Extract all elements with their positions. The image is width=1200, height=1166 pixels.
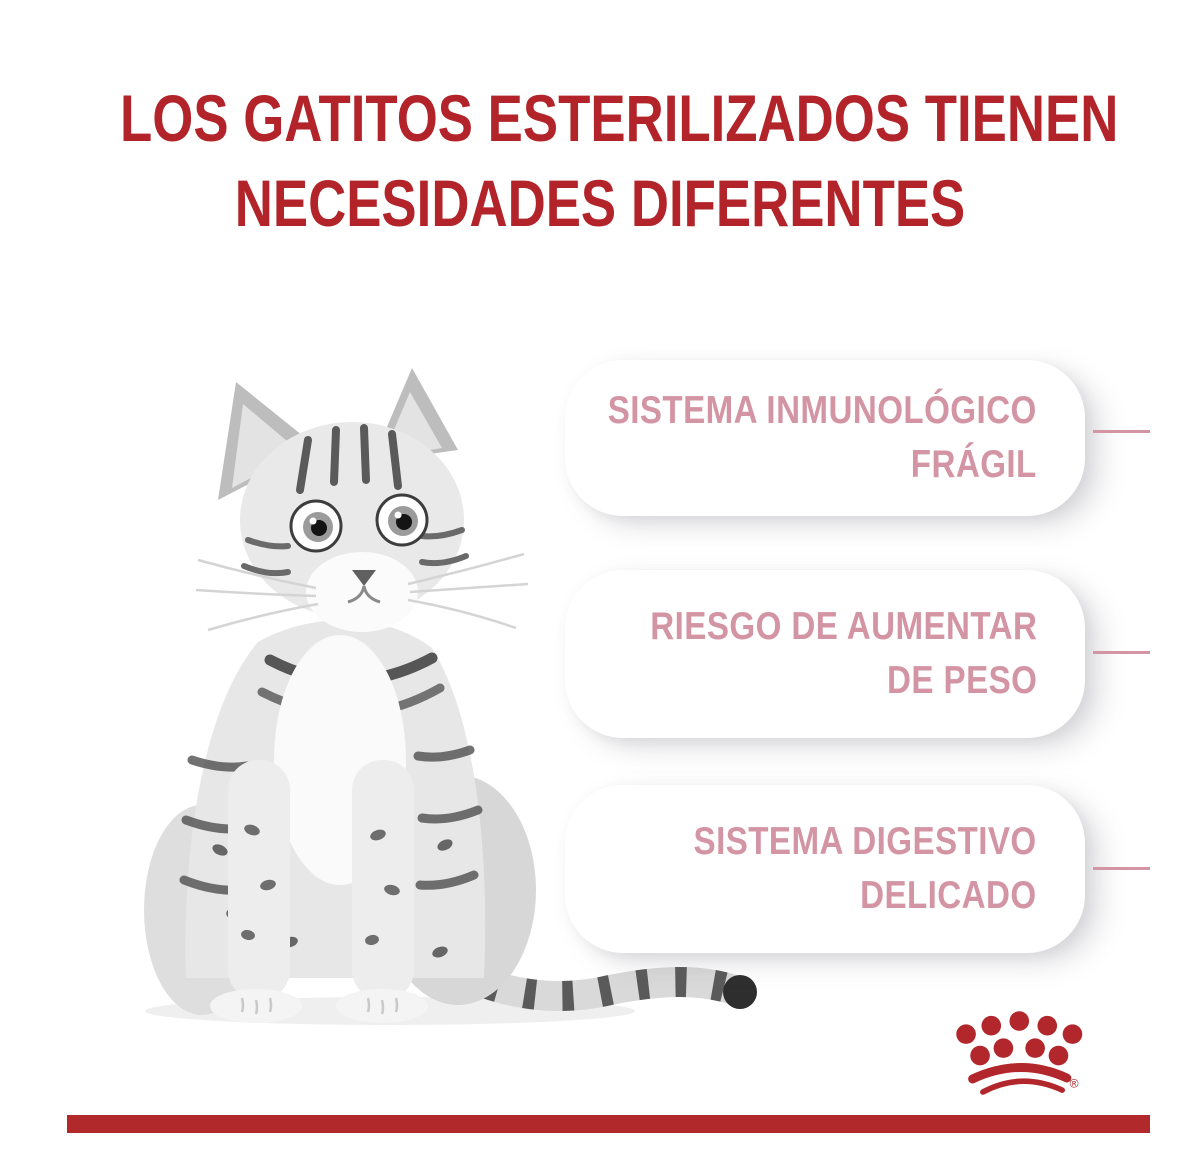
need-card-weight-label: [650, 600, 1037, 708]
need-card-digestive: [565, 785, 1085, 953]
royal-canin-crown-icon: [948, 1008, 1098, 1106]
need-card-immune-label: [608, 384, 1037, 492]
need-card-weight: [565, 570, 1085, 738]
need-card-digestive-label: [694, 815, 1037, 923]
footer-accent-bar: [67, 1115, 1150, 1133]
page-title-line-2: NECESIDADES DIFERENTES: [234, 166, 966, 240]
connector-line-weight: [1093, 651, 1150, 654]
page-title-line-1: LOS GATITOS ESTERILIZADOS TIENEN: [120, 81, 1119, 155]
need-card-immune-line-2: FRÁGIL: [911, 443, 1037, 486]
need-card-digestive-line-2: DELICADO: [860, 874, 1037, 917]
connector-line-immune: [1093, 430, 1150, 433]
need-card-digestive-line-1: SISTEMA DIGESTIVO: [693, 820, 1037, 863]
need-card-weight-line-1: RIESGO DE AUMENTAR: [649, 605, 1037, 648]
need-card-immune-line-1: SISTEMA INMUNOLÓGICO: [607, 389, 1037, 432]
need-card-immune: [565, 360, 1085, 516]
page-title: [0, 76, 1200, 246]
need-card-weight-line-2: DE PESO: [886, 659, 1037, 702]
registered-trademark-symbol: ®: [1069, 1076, 1079, 1091]
connector-line-digestive: [1093, 867, 1150, 870]
